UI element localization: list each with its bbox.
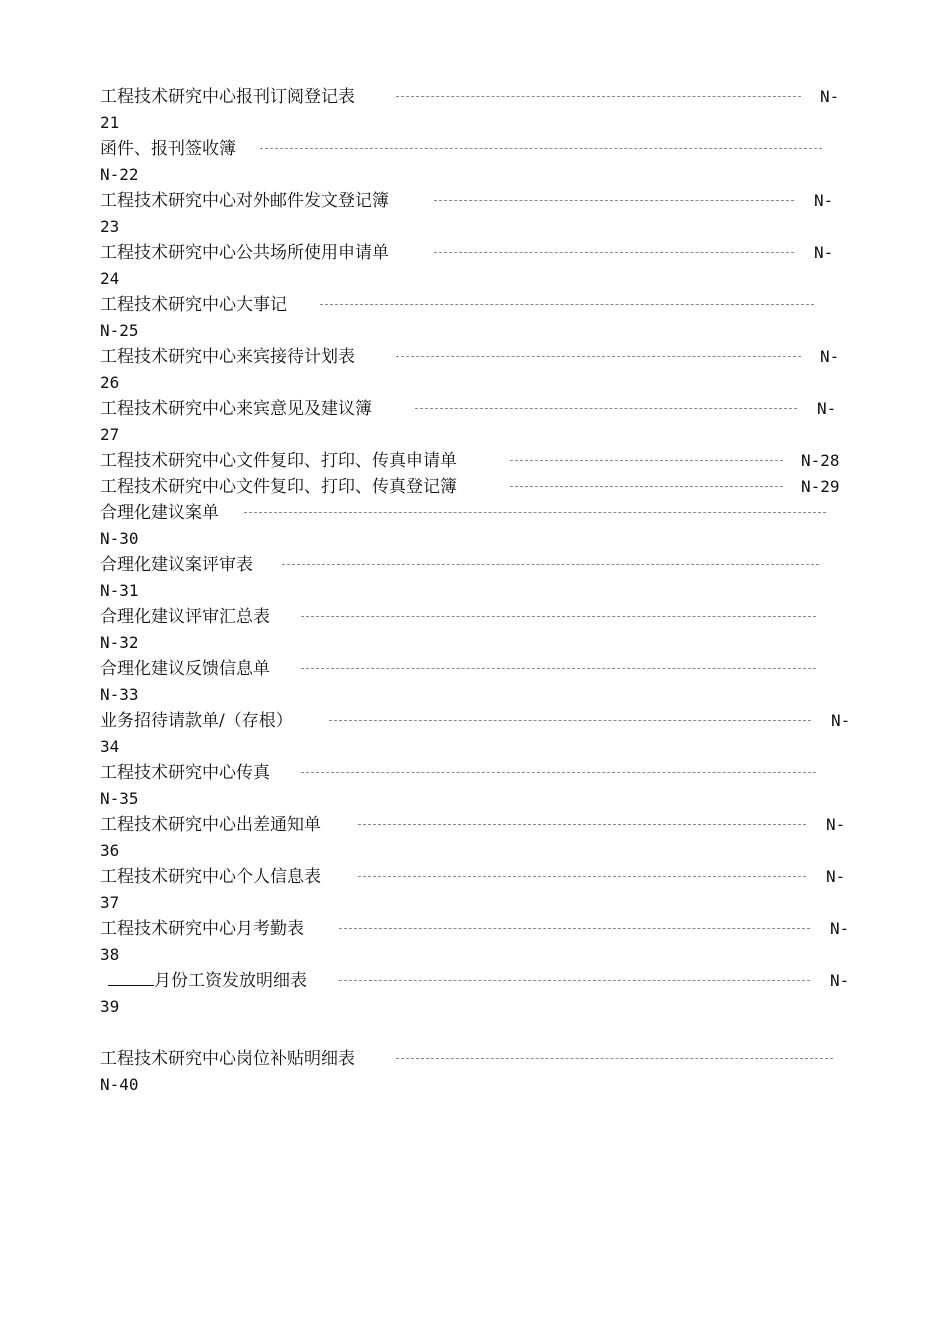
- toc-page-number-part1: N-: [814, 243, 834, 262]
- toc-leader: [329, 720, 811, 721]
- toc-page-number-part1: N-: [830, 971, 850, 990]
- toc-entry-title: 合理化建议反馈信息单: [100, 659, 270, 679]
- toc-leader: [339, 928, 810, 929]
- toc-page-number-part1: N-: [826, 867, 846, 886]
- toc-entry-title: 工程技术研究中心报刊订阅登记表: [100, 87, 355, 107]
- toc-page-number: N-29: [801, 477, 840, 496]
- toc-leader: [510, 460, 783, 461]
- toc-entry-title: 工程技术研究中心月考勤表: [100, 919, 304, 939]
- toc-leader: [301, 668, 816, 669]
- toc-page-number-part1: N-: [814, 191, 834, 210]
- toc-page-number-part2: 26: [100, 373, 120, 392]
- toc-page-number-part1: N-: [831, 711, 851, 730]
- toc-entry-title: 工程技术研究中心大事记: [100, 295, 287, 315]
- toc-page-number-part2: 24: [100, 269, 120, 288]
- toc-entry-title: 工程技术研究中心文件复印、打印、传真登记簿: [100, 477, 457, 497]
- toc-page-number-part1: N-: [820, 347, 840, 366]
- toc-leader: [358, 824, 806, 825]
- toc-leader: [339, 980, 810, 981]
- toc-page-number-part2: 23: [100, 217, 120, 236]
- toc-leader: [415, 408, 797, 409]
- toc-page-number-part1: N-: [826, 815, 846, 834]
- toc-entry-title: 业务招待请款单/（存根）: [100, 711, 293, 731]
- toc-page-number: N-25: [100, 321, 139, 340]
- toc-entry-title: 工程技术研究中心个人信息表: [100, 867, 321, 887]
- toc-page-number: N-33: [100, 685, 139, 704]
- toc-entry-title: 合理化建议案单: [100, 503, 219, 523]
- toc-page-number: N-40: [100, 1075, 139, 1094]
- toc-page-number-part2: 21: [100, 113, 120, 132]
- toc-entry-title: 工程技术研究中心对外邮件发文登记簿: [100, 191, 389, 211]
- toc-entry-title: 工程技术研究中心出差通知单: [100, 815, 321, 835]
- toc-leader: [396, 96, 801, 97]
- toc-entry-title: 月份工资发放明细表: [154, 971, 307, 991]
- toc-page-number-part1: N-: [830, 919, 850, 938]
- toc-entry-title: 工程技术研究中心公共场所使用申请单: [100, 243, 389, 263]
- toc-entry-title: 工程技术研究中心文件复印、打印、传真申请单: [100, 451, 457, 471]
- toc-leader: [396, 1058, 833, 1059]
- toc-entry-title: 工程技术研究中心来宾接待计划表: [100, 347, 355, 367]
- toc-leader: [320, 304, 814, 305]
- toc-page-number: N-35: [100, 789, 139, 808]
- toc-entry-title: 工程技术研究中心传真: [100, 763, 270, 783]
- toc-leader: [434, 252, 794, 253]
- toc-leader: [358, 876, 806, 877]
- toc-page-number-part2: 37: [100, 893, 120, 912]
- toc-entry-title: 函件、报刊签收簿: [100, 139, 236, 159]
- toc-leader: [260, 148, 822, 149]
- toc-page-number-part2: 34: [100, 737, 120, 756]
- toc-leader: [244, 512, 826, 513]
- toc-page-number: N-30: [100, 529, 139, 548]
- toc-page-number-part2: 38: [100, 945, 120, 964]
- toc-entry-title: 工程技术研究中心岗位补贴明细表: [100, 1049, 355, 1069]
- toc-page-number: N-22: [100, 165, 139, 184]
- toc-leader: [510, 486, 783, 487]
- toc-leader: [282, 564, 819, 565]
- toc-page-number-part1: N-: [817, 399, 837, 418]
- toc-page-number: N-28: [801, 451, 840, 470]
- toc-leader: [396, 356, 801, 357]
- toc-leader: [301, 616, 816, 617]
- toc-entry-line: [100, 969, 307, 993]
- toc-leader: [434, 200, 794, 201]
- toc-entry-title: 合理化建议评审汇总表: [100, 607, 270, 627]
- toc-page-number: N-31: [100, 581, 139, 600]
- toc-page-number-part2: 39: [100, 997, 120, 1016]
- toc-page-number: N-32: [100, 633, 139, 652]
- blank-underline: [108, 969, 154, 986]
- toc-entry-title: 工程技术研究中心来宾意见及建议簿: [100, 399, 372, 419]
- toc-page-number-part2: 36: [100, 841, 120, 860]
- toc-leader: [301, 772, 816, 773]
- toc-page-number-part1: N-: [820, 87, 840, 106]
- toc-page-number-part2: 27: [100, 425, 120, 444]
- toc-entry-title: 合理化建议案评审表: [100, 555, 253, 575]
